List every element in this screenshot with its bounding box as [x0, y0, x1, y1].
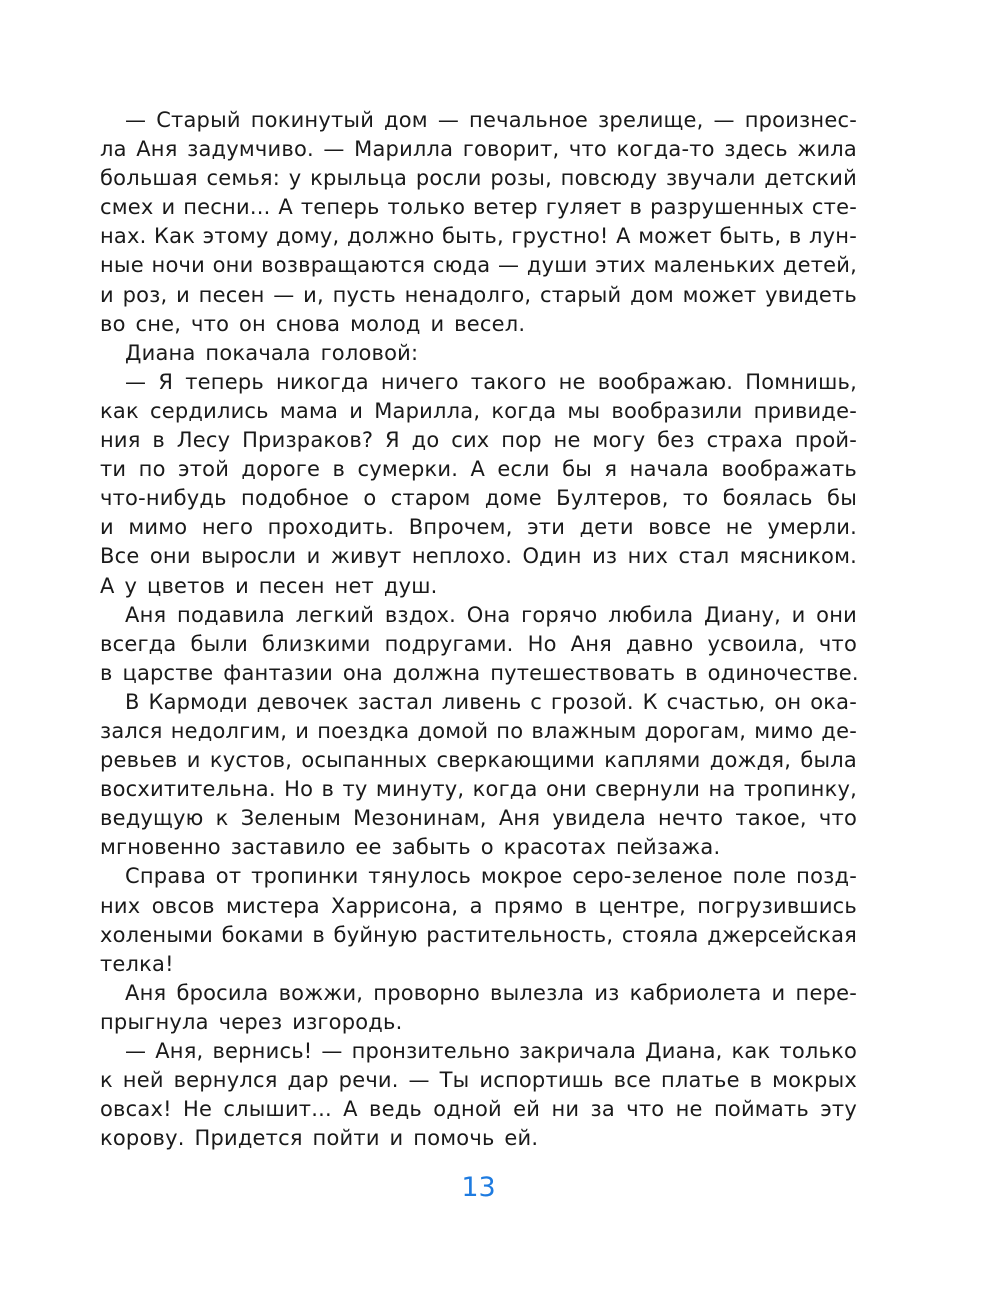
text-line: мгновенно заставило ее забыть о красотах пейзажа.: [100, 835, 721, 860]
text-line: — Я теперь никогда ничего такого не воображаю. Помнишь,: [125, 369, 857, 394]
text-line: овсах! Не слышит... А ведь одной ей ни за что не поймать эту: [100, 1097, 857, 1122]
text-line: холеными боками в буйную растительность, стояла джерсейская: [100, 922, 857, 947]
text-line: Все они выросли и живут неплохо. Один из них стал мясником.: [100, 544, 857, 569]
text-line: всегда были близкими подругами. Но Аня давно усвоила, что: [100, 631, 857, 656]
text-line: Аня подавила легкий вздох. Она горячо любила Диану, и они: [125, 602, 857, 627]
text-line: — Старый покинутый дом — печальное зрелище, — произнес-: [125, 108, 857, 132]
text-line: как сердились мама и Марилла, когда мы вообразили привиде-: [100, 398, 857, 423]
page-body-text: [100, 106, 857, 1153]
text-line: во сне, что он снова молод и весел.: [100, 311, 526, 336]
text-line: телка!: [100, 951, 174, 976]
text-line: ведущую к Зеленым Мезонинам, Аня увидела нечто такое, что: [100, 806, 857, 831]
text-line: смех и песни... А теперь только ветер гуляет в разрушенных сте-: [100, 195, 857, 220]
text-line: ла Аня задумчиво. — Марилла говорит, что когда-то здесь жила: [100, 137, 857, 162]
text-line: что-нибудь подобное о старом доме Бултеров, то боялась бы: [100, 486, 857, 511]
text-line: корову. Придется пойти и помочь ей.: [100, 1126, 539, 1151]
page-number: 13: [461, 1172, 496, 1203]
text-line: — Аня, вернись! — пронзительно закричала Диана, как только: [125, 1039, 857, 1063]
text-line: них овсов мистера Харрисона, а прямо в центре, погрузившись: [100, 893, 857, 918]
text-line: к ней вернулся дар речи. — Ты испортишь все платье в мокрых: [100, 1068, 857, 1093]
text-line: В Кармоди девочек застал ливень с грозой. К счастью, он ока-: [125, 689, 857, 714]
text-line: прыгнула через изгородь.: [100, 1009, 403, 1034]
text-line: и роз, и песен — и, пусть ненадолго, старый дом может увидеть: [100, 282, 857, 307]
text-line: восхитительна. Но в ту минуту, когда они свернули на тропинку,: [100, 777, 857, 802]
text-line: ния в Лесу Призраков? Я до сих пор не могу без страха прой-: [100, 428, 857, 453]
text-line: зался недолгим, и поездка домой по влажным дорогам, мимо де-: [100, 718, 857, 743]
text-line: ревьев и кустов, осыпанных сверкающими каплями дождя, была: [100, 748, 857, 773]
text-line: большая семья: у крыльца росли розы, повсюду звучали детский: [100, 166, 857, 191]
text-line: ти по этой дороге в сумерки. А если бы я начала воображать: [100, 457, 857, 482]
text-line: А у цветов и песен нет душ.: [100, 573, 438, 598]
text-line: ные ночи они возвращаются сюда — души этих маленьких детей,: [100, 253, 857, 278]
text-line: Аня бросила вожжи, проворно вылезла из кабриолета и пере-: [125, 980, 857, 1005]
text-line: Диана покачала головой:: [125, 340, 419, 365]
text-line: и мимо него проходить. Впрочем, эти дети вовсе не умерли.: [100, 515, 857, 540]
text-line: нах. Как этому дому, должно быть, грустно! А может быть, в лун-: [100, 224, 857, 249]
text-line: Справа от тропинки тянулось мокрое серо-зеленое поле позд-: [125, 864, 857, 889]
text-line: в царстве фантазии она должна путешествовать в одиночестве.: [100, 660, 859, 685]
